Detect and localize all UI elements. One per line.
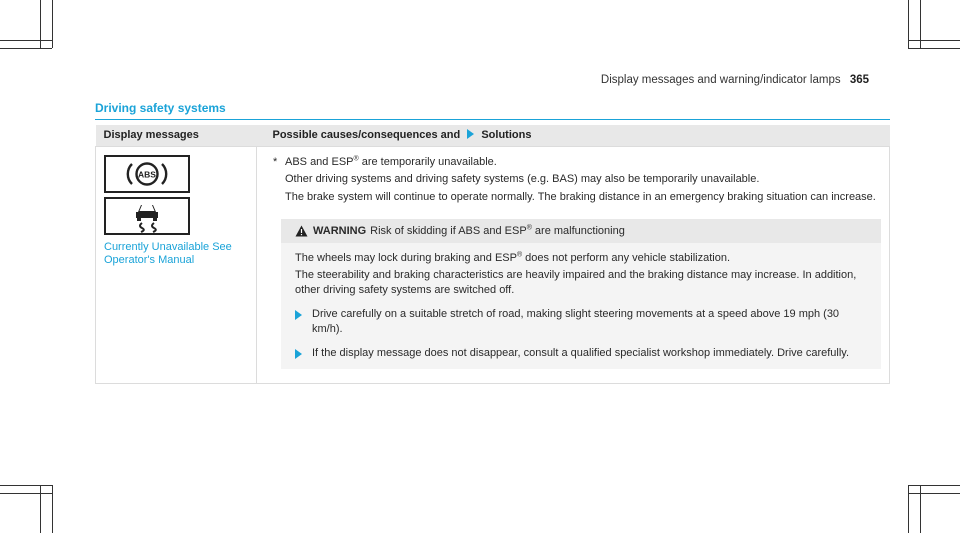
table-row: [96, 146, 890, 383]
display-messages-table: [95, 125, 890, 384]
note-line-2: Other driving systems and driving safety systems (e.g. BAS) may also be temporarily unavailable.: [285, 173, 760, 185]
section-rule: [95, 119, 890, 120]
crop-mark: [52, 485, 53, 533]
solution-step: [295, 307, 869, 336]
solution-step-1: Drive carefully on a suitable stretch of road, making slight steering movements at a speed above 19 mph (30 km/h).: [312, 308, 840, 335]
warning-box: [281, 219, 881, 369]
crop-mark: [908, 40, 960, 41]
abs-warning-icon: [104, 155, 190, 193]
warning-triangle-icon: [295, 225, 308, 237]
note-line-3: The brake system will continue to operate normally. The braking distance in an emergency braking situation can increase.: [285, 190, 876, 203]
page-number: 365: [849, 74, 869, 86]
warning-heading-text: Risk of skidding if ABS and ESP® are malfunctioning: [370, 224, 625, 237]
solutions-cell: [257, 146, 890, 383]
note-marker: *: [273, 155, 278, 168]
crop-mark: [908, 493, 960, 494]
crop-mark: [52, 0, 53, 48]
warning-para-1: The wheels may lock during braking and ESP® does not perform any vehicle stabilization.: [295, 250, 731, 264]
table-header-row: [96, 125, 890, 146]
crop-mark: [908, 48, 960, 49]
crop-mark: [0, 40, 52, 41]
col-solutions-header-pre: Possible causes/consequences and: [272, 129, 461, 141]
warning-body: [281, 243, 881, 369]
col-solutions-header-post: Solutions: [481, 129, 532, 141]
solution-step-2: If the display message does not disappear, consult a qualified specialist workshop immediately. Drive carefully.: [312, 347, 850, 359]
crop-mark: [0, 493, 52, 494]
warning-heading: [281, 219, 881, 243]
abs-icon-label: ABS: [138, 169, 156, 179]
running-header: [601, 74, 869, 86]
col-display-messages-header: Display messages: [96, 125, 257, 146]
display-message-text: Currently Unavailable See Operator's Manual: [104, 240, 232, 266]
warning-para-2: The steerability and braking characteristics are heavily impaired and the braking distance may increase. In addition, other driving safety systems are switched off.: [295, 269, 857, 296]
running-title: Display messages and warning/indicator lamps: [600, 74, 841, 86]
note-line-1: ABS and ESP® are temporarily unavailable.: [285, 154, 497, 168]
availability-note: [273, 155, 881, 208]
crop-mark: [0, 48, 52, 49]
solution-step: [295, 346, 869, 361]
registered-mark: ®: [353, 154, 359, 162]
esp-skid-icon: [104, 197, 190, 235]
play-arrow-icon: [295, 349, 302, 359]
warning-label: WARNING: [313, 225, 367, 237]
display-message-cell: [96, 146, 257, 383]
col-solutions-header: [257, 125, 890, 146]
crop-mark: [908, 485, 960, 486]
crop-mark: [0, 485, 52, 486]
play-arrow-icon: [467, 129, 474, 139]
play-arrow-icon: [295, 310, 302, 320]
section-title: Driving safety systems: [95, 101, 226, 115]
